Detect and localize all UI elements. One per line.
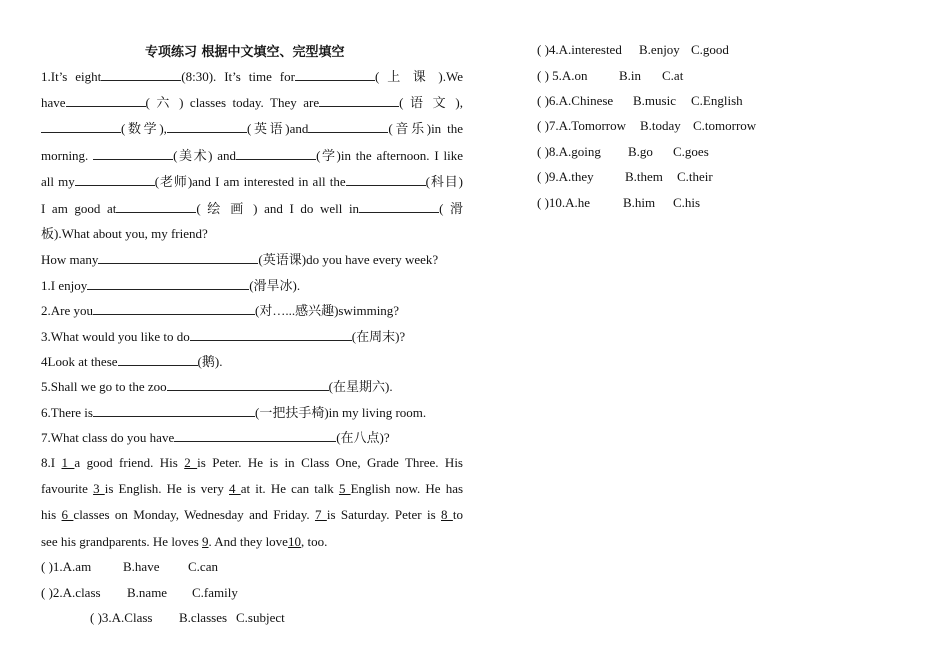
text: is Saturday. Peter is: [326, 507, 441, 522]
passage-line-4: [41, 147, 463, 164]
choice-option[interactable]: B.music: [633, 93, 676, 108]
text: 3.What would you like to do: [41, 329, 190, 344]
cloze-blank[interactable]: 1: [61, 455, 75, 470]
text: (英语课)do you have every week?: [258, 252, 439, 267]
choice-option[interactable]: B.go: [628, 144, 653, 159]
choice-item-5: [537, 68, 683, 84]
choice-option[interactable]: C.can: [188, 559, 218, 574]
answer-blank[interactable]: [346, 173, 426, 186]
choice-item-9: [537, 169, 713, 185]
choice-option[interactable]: B.him: [623, 195, 656, 210]
passage-line-6: [41, 200, 463, 217]
text: English now. He has: [350, 481, 464, 496]
choice-question: ( )2.A.class: [41, 585, 101, 600]
text: 5.Shall we go to the zoo: [41, 379, 167, 394]
text: to: [452, 507, 463, 522]
fill-item-2: [41, 302, 399, 319]
choice-option[interactable]: C.goes: [673, 144, 709, 159]
answer-blank[interactable]: [118, 353, 198, 366]
cloze-line-2: [41, 481, 463, 497]
passage-line-5: [41, 173, 463, 190]
text: see his grandparents. He loves: [41, 534, 203, 549]
choice-question: ( )6.A.Chinese: [537, 93, 614, 108]
text: (音乐)in the: [388, 121, 463, 136]
text: ( 绘 画 ) and I do well in: [196, 201, 360, 216]
text: 6.There is: [41, 405, 93, 420]
choice-option[interactable]: C.English: [691, 93, 743, 108]
text: ( 滑: [439, 201, 463, 216]
choice-option[interactable]: B.today: [640, 118, 681, 133]
choice-item-4: [537, 42, 729, 58]
choice-option[interactable]: C.his: [673, 195, 701, 210]
answer-blank[interactable]: [66, 94, 146, 107]
choice-item-1: [41, 559, 218, 575]
text: 2.Are you: [41, 303, 93, 318]
choice-question: ( )3.A.Class: [90, 610, 153, 625]
text: have: [41, 95, 66, 110]
choice-option[interactable]: C.at: [662, 68, 684, 83]
text: a good friend. His: [74, 455, 185, 470]
text: at it. He can talk: [240, 481, 339, 496]
choice-question: ( )8.A.going: [537, 144, 601, 159]
text: favourite: [41, 481, 94, 496]
text: is English. He is very: [104, 481, 230, 496]
answer-blank[interactable]: [174, 429, 336, 442]
text: 8.I: [41, 455, 62, 470]
cloze-blank[interactable]: 9: [202, 534, 209, 549]
answer-blank[interactable]: [190, 328, 352, 341]
answer-blank[interactable]: [295, 68, 375, 81]
choice-question: ( )4.A.interested: [537, 42, 622, 57]
text: , too.: [300, 534, 328, 549]
passage-line-1: [41, 68, 463, 85]
answer-blank[interactable]: [98, 251, 258, 264]
fill-item-1: [41, 277, 300, 294]
text: (对…...感兴趣)swimming?: [255, 303, 400, 318]
choice-option[interactable]: C.subject: [236, 610, 285, 625]
choice-option[interactable]: B.them: [625, 169, 663, 184]
cloze-blank[interactable]: 8: [441, 507, 453, 522]
answer-blank[interactable]: [359, 200, 439, 213]
cloze-blank[interactable]: 3: [93, 481, 105, 496]
passage-line-3: [41, 120, 463, 137]
choice-question: ( )7.A.Tomorrow: [537, 118, 626, 133]
text: (科目): [425, 174, 463, 189]
text: How many: [41, 252, 99, 267]
text: 1.I enjoy: [41, 278, 88, 293]
text: classes on Monday, Wednesday and Friday.: [73, 507, 315, 522]
text: 7.What class do you have: [41, 430, 175, 445]
answer-blank[interactable]: [41, 120, 121, 133]
text: (英语)and: [246, 121, 309, 136]
answer-blank[interactable]: [93, 147, 173, 160]
choice-question: ( )1.A.am: [41, 559, 92, 574]
cloze-blank[interactable]: 10: [287, 534, 301, 549]
text: 1.It’s eight: [41, 69, 102, 84]
answer-blank[interactable]: [75, 173, 155, 186]
text: I am good at: [41, 201, 117, 216]
text: is Peter. He is in Class One, Grade Three. His: [197, 455, 463, 470]
fill-item-6: [41, 404, 426, 421]
text: ( 上 课 ).We: [374, 69, 463, 84]
text: (在八点)?: [336, 430, 390, 445]
choice-option[interactable]: B.enjoy: [639, 42, 680, 57]
text: . And they love: [208, 534, 288, 549]
choice-question: ( ) 5.A.on: [537, 68, 588, 83]
passage-line-8: [41, 251, 438, 268]
choice-option[interactable]: B.classes: [179, 610, 228, 625]
choice-item-6: [537, 93, 743, 109]
choice-option[interactable]: B.in: [619, 68, 642, 83]
answer-blank[interactable]: [308, 120, 388, 133]
text: 4Look at these: [41, 354, 118, 369]
choice-option[interactable]: C.their: [677, 169, 713, 184]
cloze-blank[interactable]: 6: [61, 507, 74, 522]
choice-item-3: [90, 610, 285, 626]
choice-option[interactable]: B.name: [127, 585, 168, 600]
text: (老师)and I am interested in all the: [154, 174, 346, 189]
answer-blank[interactable]: [93, 302, 255, 315]
cloze-blank[interactable]: 4: [229, 481, 241, 496]
text: ( 六 ) classes today. They are: [145, 95, 320, 110]
cloze-line-1: [41, 455, 463, 471]
choice-item-7: [537, 118, 756, 134]
cloze-blank[interactable]: 7: [314, 507, 327, 522]
choice-question: ( )9.A.they: [537, 169, 594, 184]
text: (一把扶手椅)in my living room.: [254, 405, 427, 420]
choice-item-10: [537, 195, 700, 211]
answer-blank[interactable]: [93, 404, 255, 417]
fill-item-7: [41, 429, 390, 446]
answer-blank[interactable]: [319, 94, 399, 107]
text: (学)in the afternoon. I like: [316, 148, 463, 163]
answer-blank[interactable]: [167, 378, 329, 391]
choice-item-8: [537, 144, 709, 160]
text: (数学),: [121, 121, 167, 136]
passage-line-2: [41, 94, 463, 111]
text: (美术) and: [173, 148, 237, 163]
text: his: [41, 507, 62, 522]
cloze-blank[interactable]: 5: [338, 481, 351, 496]
fill-item-3: [41, 328, 405, 345]
answer-blank[interactable]: [87, 277, 249, 290]
choice-option[interactable]: C.family: [192, 585, 238, 600]
cloze-blank[interactable]: 2: [184, 455, 198, 470]
page-title: 专项练习 根据中文填空、完型填空: [145, 45, 345, 60]
choice-option[interactable]: B.have: [123, 559, 160, 574]
choice-option[interactable]: C.good: [691, 42, 729, 57]
choice-option[interactable]: C.tomorrow: [693, 118, 757, 133]
text: morning.: [41, 148, 94, 163]
choice-item-2: [41, 585, 238, 601]
text: (在周末)?: [351, 329, 406, 344]
cloze-line-3: [41, 507, 463, 523]
answer-blank[interactable]: [116, 200, 196, 213]
answer-blank[interactable]: [236, 147, 316, 160]
fill-item-5: [41, 378, 393, 395]
answer-blank[interactable]: [167, 120, 247, 133]
text: (在星期六).: [328, 379, 393, 394]
text: (8:30). It’s time for: [181, 69, 295, 84]
text: all my: [41, 174, 75, 189]
text: ( 语 文 ),: [399, 95, 463, 110]
passage-line-7: 板).What about you, my friend?: [41, 226, 208, 241]
text: (滑旱冰).: [249, 278, 301, 293]
fill-item-4: [41, 353, 222, 370]
text: (鹅).: [197, 354, 223, 369]
answer-blank[interactable]: [101, 68, 181, 81]
choice-question: ( )10.A.he: [537, 195, 591, 210]
cloze-line-4: [41, 534, 327, 550]
